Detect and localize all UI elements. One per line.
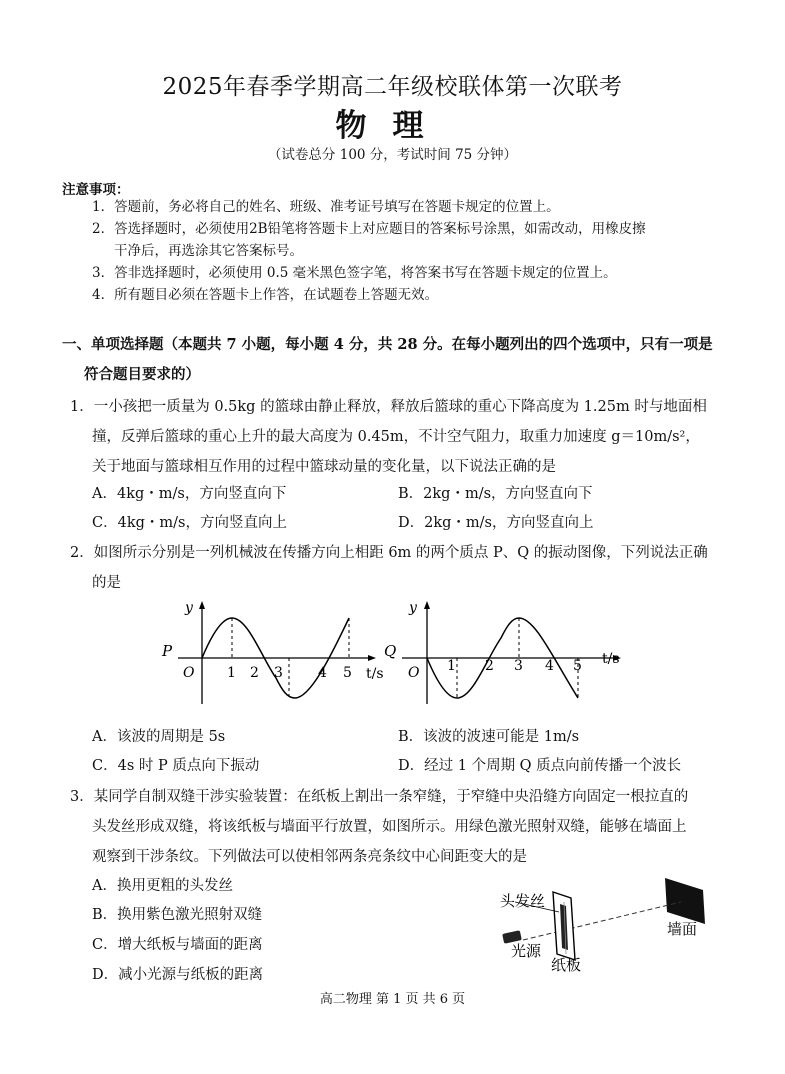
label-hair: 头发丝 <box>500 892 546 910</box>
graph-q-tick-5: 5 <box>573 658 582 674</box>
graph-p-y-label: y <box>185 600 193 616</box>
q2-line1: 2．如图所示分别是一列机械波在传播方向上相距 6m 的两个质点 P、Q 的振动图像，下列说法正确 <box>70 545 708 561</box>
exam-title: 2025年春季学期高二年级校联体第一次联考 <box>162 74 623 100</box>
notice-item-2-cont: 干净后，再选涂其它答案标号。 <box>114 243 303 259</box>
graph-p-tick-5: 5 <box>343 665 352 681</box>
question-1 <box>70 392 730 482</box>
q3-line2: 头发丝形成双缝，将该纸板与墙面平行放置，如图所示。用绿色激光照射双缝，能够在墙面上 <box>92 819 687 835</box>
q3-option-c: C．增大纸板与墙面的距离 <box>92 937 263 953</box>
graph-q-tick-2: 2 <box>485 658 494 674</box>
label-wall: 墙面 <box>667 920 698 938</box>
q1-line1: 1．一小孩把一质量为 0.5kg 的篮球由静止释放，释放后篮球的重心下降高度为 1.25m 时与地面相 <box>70 399 707 415</box>
q1-option-d: D．2kg・m/s，方向竖直向上 <box>398 515 594 531</box>
subject-title: 物理 <box>335 108 450 144</box>
notice-heading: 注意事项： <box>62 182 130 198</box>
q1-line3: 关于地面与篮球相互作用的过程中篮球动量的变化量，以下说法正确的是 <box>92 459 556 475</box>
page-footer: 高二物理 第 1 页 共 6 页 <box>319 992 466 1007</box>
graph-p-tick-4: 4 <box>318 665 327 681</box>
graph-q-x-label: t/s <box>602 651 620 667</box>
notice-item-2: 2．答选择题时，必须使用2B铅笔将答题卡上对应题目的答案标号涂黑，如需改动，用橡皮擦 <box>92 221 646 237</box>
section-1-heading-line2: 符合题目要求的） <box>84 366 200 383</box>
graph-q-tick-3: 3 <box>514 658 523 674</box>
q3-option-d: D．减小光源与纸板的距离 <box>92 967 264 983</box>
q1-option-c: C．4kg・m/s，方向竖直向上 <box>92 515 287 531</box>
notice-item-1: 1．答题前，务必将自己的姓名、班级、准考证号填写在答题卡规定的位置上。 <box>92 199 560 215</box>
graph-p-tick-2: 2 <box>250 665 259 681</box>
q2-option-a: A．该波的周期是 5s <box>92 729 226 745</box>
graph-q-y-label: y <box>409 600 417 616</box>
q3-option-b: B．换用紫色激光照射双缝 <box>92 907 263 923</box>
graph-p-point-label: P <box>162 642 173 660</box>
graph-p-tick-3: 3 <box>274 665 283 681</box>
question-3 <box>70 782 730 872</box>
q2-option-b: B．该波的波速可能是 1m/s <box>398 729 580 745</box>
q1-option-a: A．4kg・m/s，方向竖直向下 <box>92 486 287 502</box>
graph-q-tick-4: 4 <box>545 658 554 674</box>
graph-p-origin: O <box>183 665 195 681</box>
graph-p-x-arrow <box>368 655 376 661</box>
q3-line1: 3．某同学自制双缝干涉实验装置：在纸板上割出一条窄缝，于窄缝中央沿缝方向固定一根拉直的 <box>70 789 689 805</box>
q1-option-b: B．2kg・m/s，方向竖直向下 <box>398 486 593 502</box>
q2-option-d: D．经过 1 个周期 Q 质点向前传播一个波长 <box>398 758 682 774</box>
section-1-heading <box>62 330 732 390</box>
graph-p <box>150 598 384 708</box>
graph-q <box>380 598 635 708</box>
label-source: 光源 <box>511 942 542 960</box>
graph-p-y-arrow <box>199 601 205 609</box>
notice-item-4: 4．所有题目必须在答题卡上作答，在试题卷上答题无效。 <box>92 287 439 303</box>
double-slit-figure <box>495 872 725 974</box>
graph-q-origin: O <box>408 665 420 681</box>
q1-line2: 撞，反弹后篮球的重心上升的最大高度为 0.45m，不计空气阻力，取重力加速度 g＝10m/s²， <box>92 429 700 445</box>
wall-screen <box>665 878 705 924</box>
q3-option-a: A．换用更粗的头发丝 <box>92 878 233 894</box>
graph-p-x-label: t/s <box>366 666 384 682</box>
q3-line3: 观察到干涉条纹。下列做法可以使相邻两条亮条纹中心间距变大的是 <box>92 849 527 865</box>
section-1-heading-line1: 一、单项选择题（本题共 7 小题，每小题 4 分，共 28 分。在每小题列出的四个选项中，只有一项是 <box>62 336 713 353</box>
graph-p-tick-1: 1 <box>227 665 236 681</box>
exam-info: （试卷总分 100 分，考试时间 75 分钟） <box>267 147 518 163</box>
question-2 <box>70 538 730 598</box>
graph-q-point-label: Q <box>384 642 397 660</box>
label-board: 纸板 <box>551 956 582 974</box>
q2-line2: 的是 <box>92 575 121 591</box>
laser-beam <box>523 902 681 940</box>
q2-option-c: C．4s 时 P 质点向下振动 <box>92 758 260 774</box>
graph-q-tick-1: 1 <box>447 658 456 674</box>
notice-item-3: 3．答非选择题时，必须使用 0.5 毫米黑色签字笔，将答案书写在答题卡规定的位置上。 <box>92 265 617 281</box>
graph-q-y-arrow <box>424 601 430 609</box>
